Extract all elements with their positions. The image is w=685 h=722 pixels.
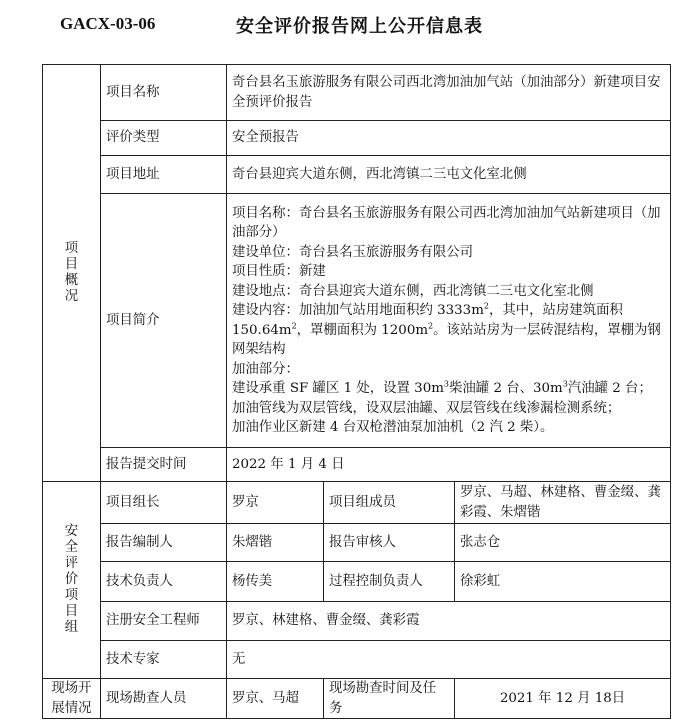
row-tech-lead xyxy=(43,562,671,602)
brief-line-nature: 项目性质：新建 xyxy=(232,264,326,279)
members-value: 罗京、马超、林建格、曹金缀、龚彩霞、朱熠锴 xyxy=(455,482,671,524)
row-project-name xyxy=(43,65,671,121)
expert-value: 无 xyxy=(227,641,671,679)
leader-label: 项目组长 xyxy=(101,482,227,524)
section-overview xyxy=(43,65,101,482)
section-team-label: 安全评价项目组 xyxy=(64,524,79,635)
engineers-label: 注册安全工程师 xyxy=(101,602,227,641)
project-name-value: 奇台县名玉旅游服务有限公司西北湾加油加气站（加油部分）新建项目安全预评价报告 xyxy=(227,65,671,121)
row-eval-type xyxy=(43,121,671,156)
address-label: 项目地址 xyxy=(101,156,227,194)
process-lead-value: 徐彩虹 xyxy=(455,562,671,602)
brief-line-pipes: 加油管线为双层管线，设双层油罐、双层管线在线渗漏检测系统； xyxy=(232,400,621,416)
submit-time-value: 2022 年 1 月 4 日 xyxy=(227,448,671,482)
brief-line-content: 建设内容：加油加气站用地面积约 $3333m^2$，其中，站房建筑面积 $150.64m^2$，罩棚面积为 $1200m^2$。该站站房为一层砖混结构，罩棚为钢网架结构 xyxy=(232,301,661,357)
surveyors-label: 现场勘查人员 xyxy=(101,679,227,719)
leader-value: 罗京 xyxy=(227,482,324,524)
section-site-label: 现场开展情况 xyxy=(43,679,101,719)
tech-lead-value: 杨传美 xyxy=(227,562,324,602)
brief-line-location: 建设地点：奇台县迎宾大道东侧，西北湾镇二三屯文化室北侧 xyxy=(232,283,594,299)
project-name-label: 项目名称 xyxy=(101,65,227,121)
author-label: 报告编制人 xyxy=(101,524,227,562)
brief-line-fuel-part: 加油部分： xyxy=(232,361,299,377)
info-table xyxy=(42,64,671,719)
section-team xyxy=(43,482,101,679)
brief-label: 项目简介 xyxy=(101,194,227,448)
section-overview-label: 项目概况 xyxy=(64,241,79,304)
row-address xyxy=(43,156,671,194)
brief-line-tanks: 建设承重 SF 罐区 1 处，设置 $30m^3$柴油罐 2 台、$30m^3$汽油罐 2 台； xyxy=(232,379,652,396)
brief-line-unit: 建设单位：奇台县名玉旅游服务有限公司 xyxy=(232,244,474,260)
members-label: 项目组成员 xyxy=(324,482,455,524)
eval-type-label: 评价类型 xyxy=(101,121,227,156)
brief-value xyxy=(227,194,671,448)
reviewer-label: 报告审核人 xyxy=(324,524,455,562)
process-lead-label: 过程控制负责人 xyxy=(324,562,455,602)
submit-time-label: 报告提交时间 xyxy=(101,448,227,482)
row-expert xyxy=(43,641,671,679)
survey-time-value: 2021 年 12 月 18日 xyxy=(455,679,671,719)
row-team-leader xyxy=(43,482,671,524)
expert-label: 技术专家 xyxy=(101,641,227,679)
eval-type-value: 安全预报告 xyxy=(227,121,671,156)
author-value: 朱熠锴 xyxy=(227,524,324,562)
row-author xyxy=(43,524,671,562)
engineers-value: 罗京、林建格、曹金缀、龚彩霞 xyxy=(227,602,671,641)
address-value: 奇台县迎宾大道东侧，西北湾镇二三屯文化室北侧 xyxy=(227,156,671,194)
document-title: 安全评价报告网上公开信息表 xyxy=(236,16,483,37)
survey-time-label: 现场勘查时间及任务 xyxy=(324,679,455,719)
brief-line-dispensers: 加油作业区新建 4 台双枪潜油泵加油机（2 汽 2 柴）。 xyxy=(232,420,554,435)
row-engineers xyxy=(43,602,671,641)
row-submit-time xyxy=(43,448,671,482)
tech-lead-label: 技术负责人 xyxy=(101,562,227,602)
reviewer-value: 张志仓 xyxy=(455,524,671,562)
row-brief xyxy=(43,194,671,448)
surveyors-value: 罗京、马超 xyxy=(227,679,324,719)
brief-line-name: 项目名称：奇台县名玉旅游服务有限公司西北湾加油加气站新建项目（加油部分） xyxy=(232,205,661,240)
row-site xyxy=(43,679,671,719)
document-code: GACX-03-06 xyxy=(60,14,156,33)
